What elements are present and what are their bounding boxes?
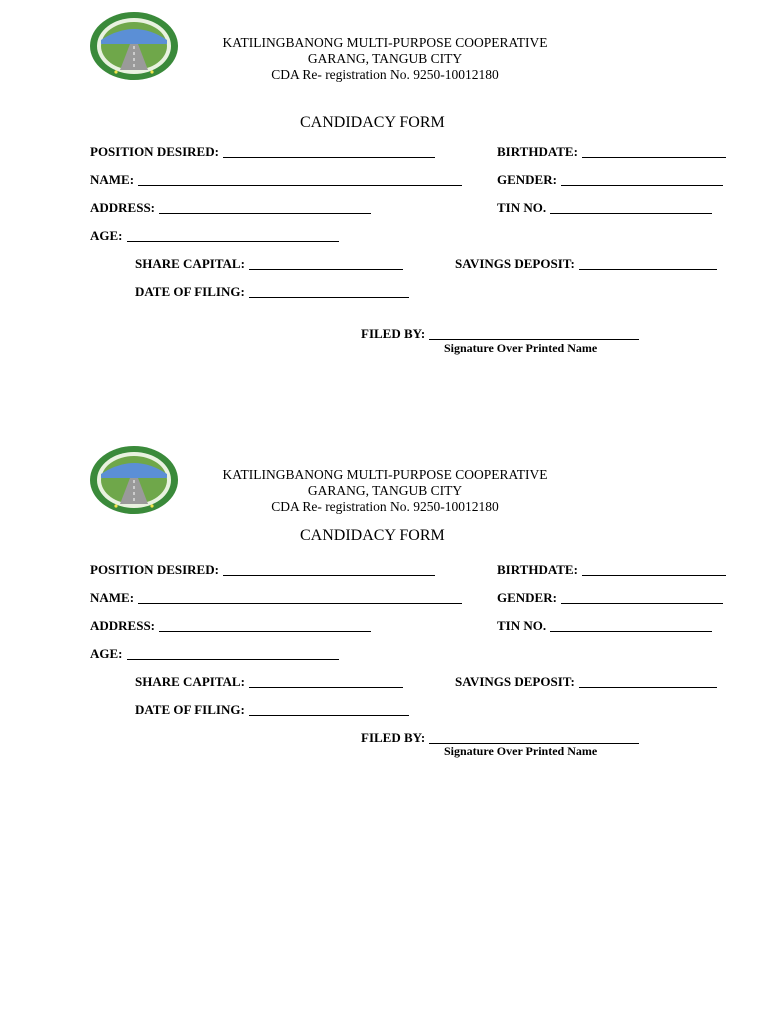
tin-field[interactable] xyxy=(497,618,712,634)
gender-label: GENDER: xyxy=(497,590,557,605)
tin-field[interactable] xyxy=(497,200,712,216)
age-field[interactable] xyxy=(90,228,339,244)
form-title: CANDIDACY FORM xyxy=(300,527,445,544)
date-of-filing-label: DATE OF FILING: xyxy=(135,702,245,717)
date-of-filing-field[interactable] xyxy=(135,284,409,300)
tin-label: TIN NO. xyxy=(497,618,547,633)
date-of-filing-label: DATE OF FILING: xyxy=(135,284,245,299)
savings-deposit-label: SAVINGS DEPOSIT: xyxy=(455,256,575,271)
age-field[interactable] xyxy=(90,646,339,662)
position-desired-line[interactable] xyxy=(223,156,435,158)
share-capital-label: SHARE CAPITAL: xyxy=(135,674,245,689)
cooperative-logo xyxy=(86,444,182,516)
name-line[interactable] xyxy=(138,184,462,186)
address-line[interactable] xyxy=(159,630,371,632)
tin-line[interactable] xyxy=(550,212,712,214)
birthdate-line[interactable] xyxy=(582,156,726,158)
birthdate-label: BIRTHDATE: xyxy=(497,562,578,577)
age-line[interactable] xyxy=(127,240,339,242)
date-of-filing-line[interactable] xyxy=(249,714,409,716)
share-capital-label: SHARE CAPITAL: xyxy=(135,256,245,271)
name-label: NAME: xyxy=(90,172,135,187)
tin-label: TIN NO. xyxy=(497,200,547,215)
savings-deposit-line[interactable] xyxy=(579,686,717,688)
filed-by-field[interactable] xyxy=(361,326,639,342)
date-of-filing-field[interactable] xyxy=(135,702,409,718)
position-desired-line[interactable] xyxy=(223,574,435,576)
position-desired-field[interactable] xyxy=(90,144,435,160)
birthdate-field[interactable] xyxy=(497,144,726,160)
signature-line[interactable] xyxy=(429,338,639,340)
address-field[interactable] xyxy=(90,618,371,634)
tin-line[interactable] xyxy=(550,630,712,632)
form-title: CANDIDACY FORM xyxy=(300,114,445,131)
registration-number: CDA Re- registration No. 9250-10012180 xyxy=(271,499,499,514)
address-line[interactable] xyxy=(159,212,371,214)
date-of-filing-line[interactable] xyxy=(249,296,409,298)
share-capital-line[interactable] xyxy=(249,268,403,270)
cooperative-address: GARANG, TANGUB CITY xyxy=(307,483,463,498)
filed-by-label: FILED BY: xyxy=(361,326,426,341)
gender-field[interactable] xyxy=(497,172,723,188)
signature-caption: Signature Over Printed Name xyxy=(444,341,598,355)
age-line[interactable] xyxy=(127,658,339,660)
gender-line[interactable] xyxy=(561,184,723,186)
birthdate-label: BIRTHDATE: xyxy=(497,144,578,159)
position-desired-field[interactable] xyxy=(90,562,435,578)
address-label: ADDRESS: xyxy=(90,618,156,633)
gender-field[interactable] xyxy=(497,590,723,606)
age-label: AGE: xyxy=(90,646,123,661)
share-capital-line[interactable] xyxy=(249,686,403,688)
cooperative-name: KATILINGBANONG MULTI-PURPOSE COOPERATIVE xyxy=(222,467,548,482)
birthdate-line[interactable] xyxy=(582,574,726,576)
age-label: AGE: xyxy=(90,228,123,243)
registration-number: CDA Re- registration No. 9250-10012180 xyxy=(271,67,499,82)
position-desired-label: POSITION DESIRED: xyxy=(90,144,219,159)
gender-line[interactable] xyxy=(561,602,723,604)
filed-by-label: FILED BY: xyxy=(361,730,426,745)
cooperative-name: KATILINGBANONG MULTI-PURPOSE COOPERATIVE xyxy=(222,35,548,50)
candidacy-form-1 xyxy=(0,0,768,400)
cooperative-logo xyxy=(86,10,182,82)
position-desired-label: POSITION DESIRED: xyxy=(90,562,219,577)
name-field[interactable] xyxy=(90,590,462,606)
savings-deposit-field[interactable] xyxy=(455,256,717,272)
savings-deposit-line[interactable] xyxy=(579,268,717,270)
name-label: NAME: xyxy=(90,590,135,605)
gender-label: GENDER: xyxy=(497,172,557,187)
name-line[interactable] xyxy=(138,602,462,604)
address-label: ADDRESS: xyxy=(90,200,156,215)
share-capital-field[interactable] xyxy=(135,674,403,690)
name-field[interactable] xyxy=(90,172,462,188)
share-capital-field[interactable] xyxy=(135,256,403,272)
signature-caption: Signature Over Printed Name xyxy=(444,744,598,758)
savings-deposit-field[interactable] xyxy=(455,674,717,690)
cooperative-address: GARANG, TANGUB CITY xyxy=(307,51,463,66)
candidacy-form-2 xyxy=(0,432,768,832)
savings-deposit-label: SAVINGS DEPOSIT: xyxy=(455,674,575,689)
birthdate-field[interactable] xyxy=(497,562,726,578)
address-field[interactable] xyxy=(90,200,371,216)
